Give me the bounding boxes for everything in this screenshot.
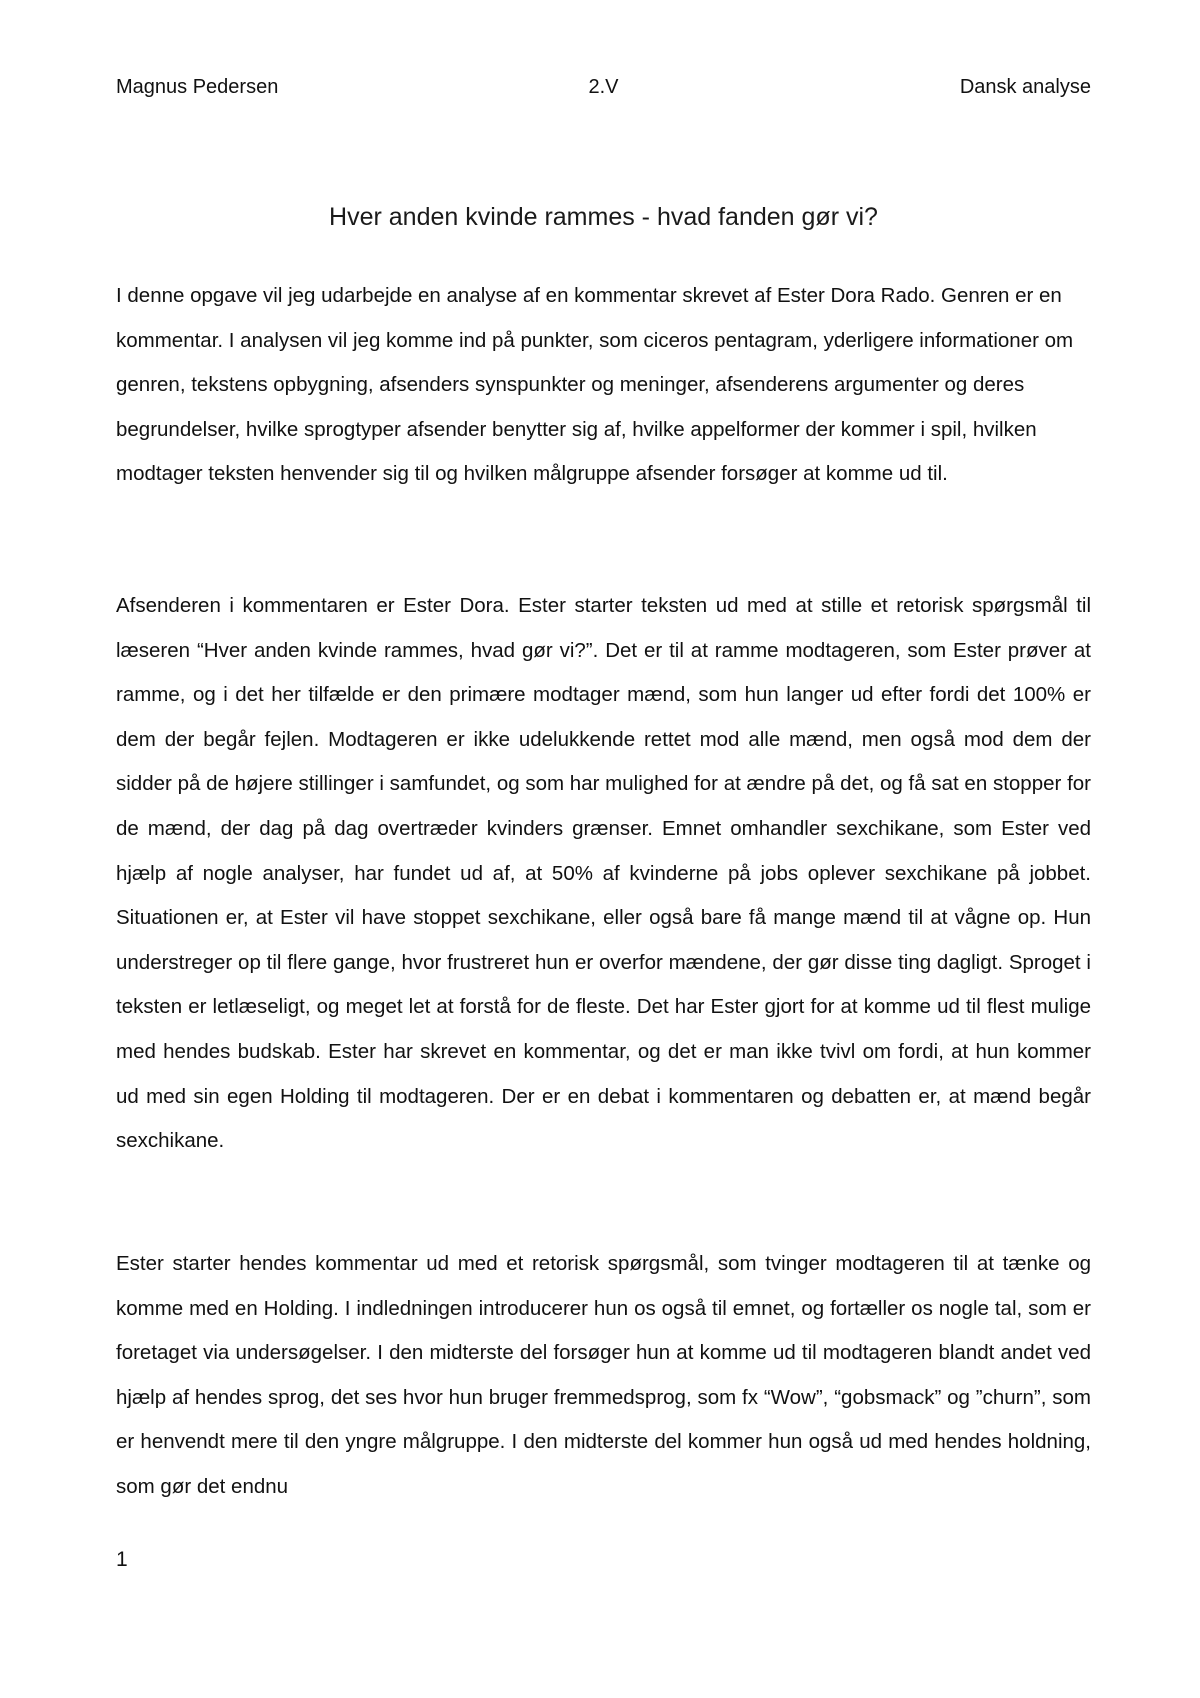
paragraph-introduction: I denne opgave vil jeg udarbejde en analyse af en kommentar skrevet af Ester Dora Rado. Genren er en kommentar. I analysen vil jeg komme ind på punkter, som ciceros pentagram, yderligere informationer om genren, tekstens opbygning, afsenders synspunkter og meninger, afsenderens argumenter og deres begrundelser, hvilke sprogtyper afsender benytter sig af, hvilke appelformer der kommer i spil, hvilken modtager teksten henvender sig til og hvilken målgruppe afsender forsøger at komme ud til. [116,284,1074,486]
header-subject: Dansk analyse [959,76,1091,98]
header-author: Magnus Pedersen [116,76,279,98]
paragraph-structure-analysis: Ester starter hendes kommentar ud med et retorisk spørgsmål, som tvinger modtageren til at tænke og komme med en Holding. I indledningen introducerer hun os også til emnet, og fortæller os nogle tal, som er foretaget via undersøgelser. I den midterste del forsøger hun at komme ud til modtageren blandt andet ved hjælp af hendes sprog, det ses hvor hun bruger fremmedsprog, som fx “Wow”, “gobsmack” og ”churn”, som er henvendt mere til den yngre målgruppe. I den midterste del kommer hun også ud med hendes holdning, som gør det endnu [116,1252,1091,1498]
page-number: 1 [116,1548,128,1571]
page-header [116,72,1091,102]
document-title: Hver anden kvinde rammes - hvad fanden gør vi? [329,203,878,231]
header-class: 2.V [588,76,619,98]
paragraph-sender-analysis: Afsenderen i kommentaren er Ester Dora. Ester starter teksten ud med at stille et retorisk spørgsmål til læseren “Hver anden kvinde rammes, hvad gør vi?”. Det er til at ramme modtageren, som Ester prøver at ramme, og i det her tilfælde er den primære modtager mænd, som hun langer ud efter fordi det 100% er dem der begår fejlen. Modtageren er ikke udelukkende rettet mod alle mænd, men også mod dem der sidder på de højere stillinger i samfundet, og som har mulighed for at ændre på det, og få sat en stopper for de mænd, der dag på dag overtræder kvinders grænser. Emnet omhandler sexchikane, som Ester ved hjælp af nogle analyser, har fundet ud af, at 50% af kvinderne på jobs oplever sexchikane på jobbet. Situationen er, at Ester vil have stoppet sexchikane, eller også bare få mange mænd til at vågne op. Hun understreger op til flere gange, hvor frustreret hun er overfor mændene, der gør disse ting dagligt. Sproget i teksten er letlæseligt, og meget let at forstå for de fleste. Det har Ester gjort for at komme ud til flest mulige med hendes budskab. Ester har skrevet en kommentar, og det er man ikke tvivl om fordi, at hun kommer ud med sin egen Holding til modtageren. Der er en debat i kommentaren og debatten er, at mænd begår sexchikane. [116,594,1091,1153]
